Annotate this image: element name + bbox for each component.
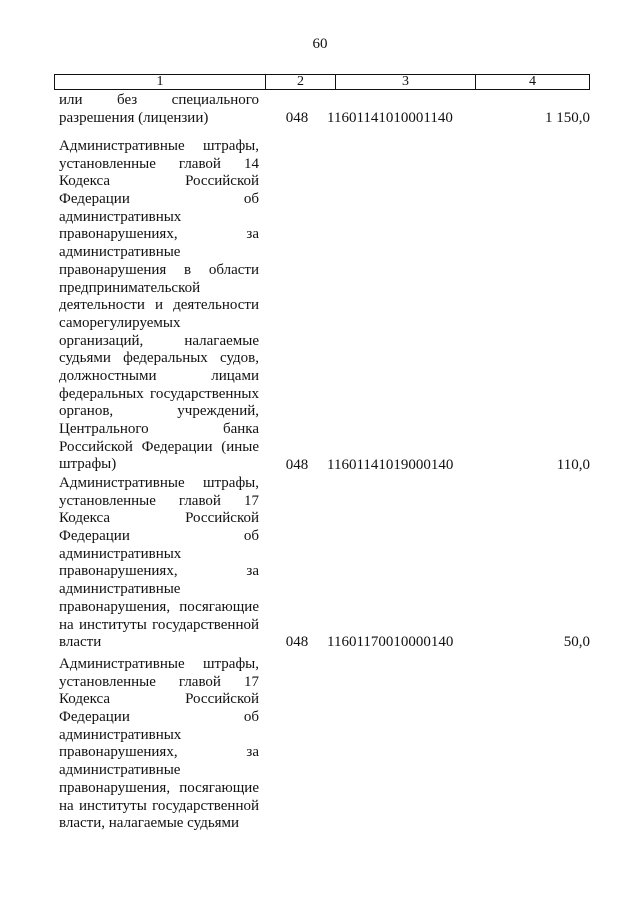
page-number: 60 bbox=[312, 36, 328, 52]
description-line: установленные главой 14 bbox=[59, 155, 259, 172]
table-header-row bbox=[54, 74, 590, 90]
row-code: 048 bbox=[285, 456, 309, 473]
row-description bbox=[59, 656, 259, 833]
description-line: правонарушениях, за bbox=[59, 744, 259, 761]
row-code: 048 bbox=[285, 109, 309, 126]
row-amount: 1 150,0 bbox=[545, 109, 590, 126]
row-description bbox=[59, 92, 259, 127]
row-description bbox=[59, 475, 259, 652]
table-row bbox=[59, 138, 590, 474]
description-line: на институты государственной bbox=[59, 616, 259, 633]
description-line: правонарушениях, за bbox=[59, 563, 259, 580]
description-line: административные bbox=[59, 762, 181, 779]
description-line: административных bbox=[59, 726, 182, 743]
description-line: Российской Федерации (иные bbox=[59, 438, 259, 455]
description-line: Федерации об bbox=[59, 709, 259, 726]
description-line: Административные штрафы, bbox=[59, 475, 259, 491]
description-line: разрешения (лицензии) bbox=[59, 109, 209, 126]
description-line: власти, налагаемые судьями bbox=[59, 815, 240, 832]
description-line: Кодекса Российской bbox=[59, 691, 259, 708]
description-line: Административные штрафы, bbox=[59, 656, 259, 672]
table-header-col-1: 1 bbox=[55, 75, 266, 89]
description-line: саморегулируемых bbox=[59, 314, 181, 331]
description-line: на институты государственной bbox=[59, 797, 259, 814]
description-line: должностными лицами bbox=[59, 367, 259, 384]
row-classification-code: 11601141010001140 bbox=[327, 109, 453, 126]
description-line: правонарушения в области bbox=[59, 261, 259, 278]
description-line: правонарушения, посягающие bbox=[59, 598, 259, 615]
row-code: 048 bbox=[285, 634, 309, 651]
description-line: власти bbox=[59, 634, 102, 651]
table-row bbox=[59, 92, 590, 127]
description-line: правонарушения, посягающие bbox=[59, 779, 259, 796]
row-amount: 50,0 bbox=[563, 634, 590, 651]
description-line: органов, учреждений, bbox=[59, 403, 259, 420]
description-line: административных bbox=[59, 545, 182, 562]
row-amount: 110,0 bbox=[556, 456, 590, 473]
row-classification-code: 11601170010000140 bbox=[327, 634, 454, 651]
description-line: организаций, налагаемые bbox=[59, 332, 259, 349]
description-line: судьями федеральных судов, bbox=[59, 350, 259, 367]
description-line: федеральных государственных bbox=[59, 385, 259, 402]
description-line: установленные главой 17 bbox=[59, 492, 259, 509]
description-line: Кодекса Российской bbox=[59, 173, 259, 190]
description-line: административные bbox=[59, 244, 181, 261]
description-line: предпринимательской bbox=[59, 279, 201, 296]
description-line: установленные главой 17 bbox=[59, 673, 259, 690]
description-line: Административные штрафы, bbox=[59, 138, 259, 154]
table-header-col-4: 4 bbox=[529, 74, 536, 89]
description-line: деятельности и деятельности bbox=[59, 297, 259, 314]
row-description bbox=[59, 138, 259, 474]
description-line: Центрального банка bbox=[59, 421, 259, 437]
table-row bbox=[59, 475, 590, 652]
description-line: правонарушениях, за bbox=[59, 226, 259, 243]
description-line: штрафы) bbox=[59, 456, 117, 473]
table-row bbox=[59, 656, 590, 833]
description-line: административных bbox=[59, 208, 182, 225]
description-line: Кодекса Российской bbox=[59, 510, 259, 527]
description-line: или без специального bbox=[59, 92, 259, 108]
table-header-col-2: 2 bbox=[266, 75, 336, 89]
description-line: Федерации об bbox=[59, 528, 259, 545]
row-classification-code: 11601141019000140 bbox=[327, 456, 454, 473]
description-line: Федерации об bbox=[59, 191, 259, 208]
description-line: административные bbox=[59, 581, 181, 598]
table-header-col-3: 3 bbox=[336, 75, 476, 89]
